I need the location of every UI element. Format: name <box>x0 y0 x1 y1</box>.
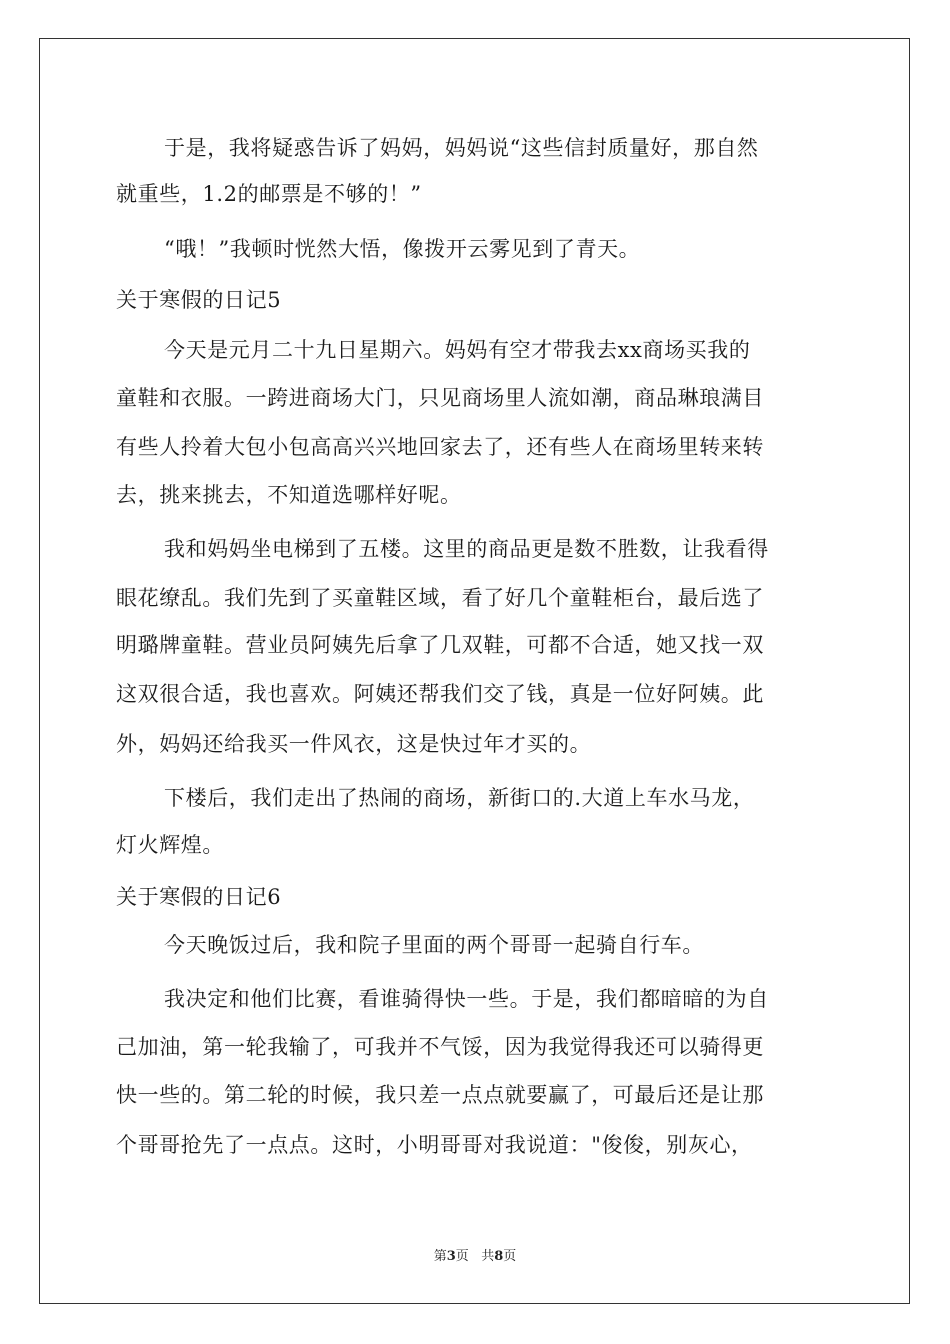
paragraph-line: “哦！”我顿时恍然大悟，像拨开云雾见到了青天。 <box>164 237 641 261</box>
paragraph-line: 我决定和他们比赛，看谁骑得快一些。于是，我们都暗暗的为自 <box>164 987 769 1011</box>
paragraph-line: 我和妈妈坐电梯到了五楼。这里的商品更是数不胜数，让我看得 <box>164 537 769 561</box>
page-label-suffix: 页 <box>503 1249 517 1264</box>
paragraph-line: 个哥哥抢先了一点点。这时，小明哥哥对我说道："俊俊，别灰心， <box>116 1133 753 1157</box>
paragraph-line: 于是，我将疑惑告诉了妈妈，妈妈说“这些信封质量好，那自然 <box>164 136 759 160</box>
paragraph-line: 就重些，1.2的邮票是不够的！” <box>116 182 422 206</box>
paragraph-line: 明璐牌童鞋。营业员阿姨先后拿了几双鞋，可都不合适，她又找一双 <box>116 633 764 657</box>
paragraph-line: 快一些的。第二轮的时候，我只差一点点就要赢了，可最后还是让那 <box>116 1083 764 1107</box>
page-footer <box>0 1245 950 1264</box>
paragraph-line: 去，挑来挑去，不知道选哪样好呢。 <box>116 483 462 507</box>
paragraph-line: 今天是元月二十九日星期六。妈妈有空才带我去xx商场买我的 <box>164 338 751 362</box>
paragraph-line: 眼花缭乱。我们先到了买童鞋区域，看了好几个童鞋柜台，最后选了 <box>116 586 764 610</box>
paragraph-line: 童鞋和衣服。一跨进商场大门，只见商场里人流如潮，商品琳琅满目 <box>116 386 764 410</box>
paragraph-line: 外，妈妈还给我买一件风衣，这是快过年才买的。 <box>116 732 592 756</box>
page-label-prefix: 第 <box>433 1249 447 1264</box>
paragraph-line: 这双很合适，我也喜欢。阿姨还帮我们交了钱，真是一位好阿姨。此 <box>116 682 764 706</box>
page-total: 8 <box>494 1249 504 1264</box>
paragraph-line: 己加油，第一轮我输了，可我并不气馁，因为我觉得我还可以骑得更 <box>116 1035 764 1059</box>
paragraph-line: 有些人拎着大包小包高高兴兴地回家去了，还有些人在商场里转来转 <box>116 435 764 459</box>
paragraph-line: 今天晚饭过后，我和院子里面的两个哥哥一起骑自行车。 <box>164 933 704 957</box>
paragraph-line: 下楼后，我们走出了热闹的商场，新街口的.大道上车水马龙， <box>164 786 755 810</box>
page-label-mid: 页 共 <box>455 1249 495 1264</box>
section-heading: 关于寒假的日记6 <box>116 885 282 909</box>
section-heading: 关于寒假的日记5 <box>116 288 282 312</box>
page-current: 3 <box>446 1249 456 1264</box>
paragraph-line: 灯火辉煌。 <box>116 833 224 857</box>
